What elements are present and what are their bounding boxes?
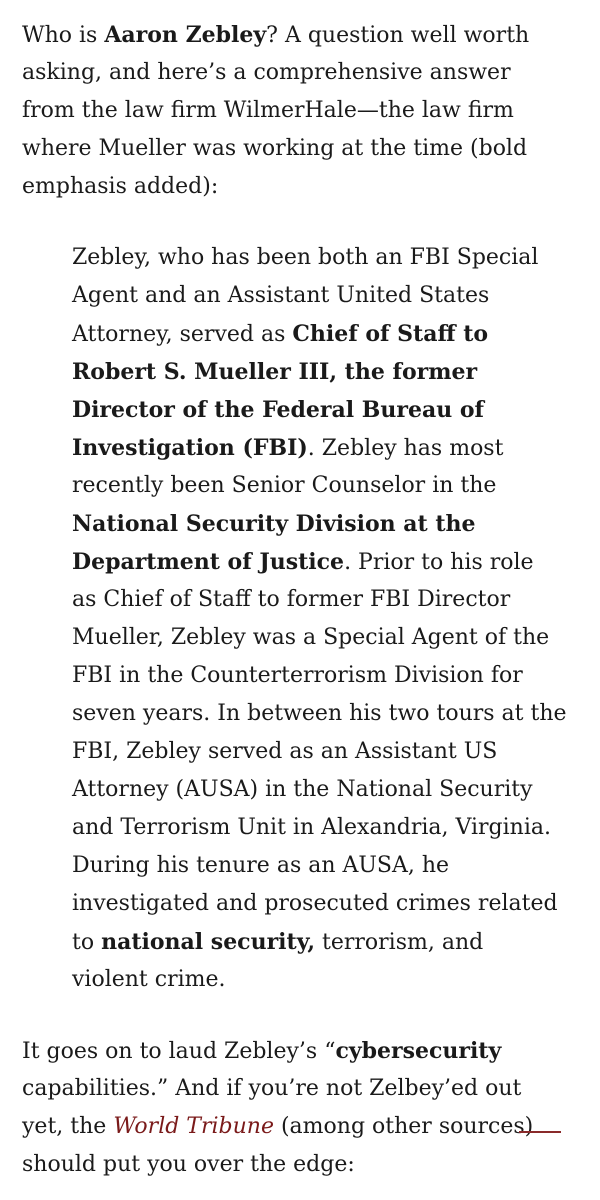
text: to <box>72 930 102 955</box>
text: (among other sources) <box>273 1114 534 1139</box>
bold-text: Robert S. Mueller III, the former <box>72 359 478 385</box>
text-line <box>72 505 567 543</box>
text: ? A question well worth <box>266 23 530 48</box>
text-line <box>72 695 567 733</box>
text-line <box>22 130 529 168</box>
text-line <box>72 619 567 657</box>
text: and Terrorism Unit in Alexandria, Virginia. <box>72 815 551 840</box>
text-line <box>72 657 567 695</box>
text: violent crime. <box>72 967 226 992</box>
text: from the law firm WilmerHale—the law firm <box>22 98 514 123</box>
text-line <box>72 315 567 353</box>
text-line <box>22 54 529 92</box>
bold-text: Aaron Zebley <box>104 22 267 48</box>
text: Who is <box>22 23 105 48</box>
text-line <box>72 809 567 847</box>
text-line <box>72 733 567 771</box>
bold-text: Chief of Staff to <box>292 321 489 347</box>
bold-text: cybersecurity <box>335 1038 502 1064</box>
text: yet, the <box>22 1114 114 1139</box>
text-line <box>72 847 567 885</box>
bold-text: National Security Division at the <box>72 511 476 537</box>
text-line <box>22 16 529 54</box>
text: It goes on to laud Zebley’s “ <box>22 1039 336 1064</box>
text-line <box>72 771 567 809</box>
link-underline[interactable] <box>519 1131 561 1133</box>
text: asking, and here’s a comprehensive answer <box>22 60 511 85</box>
text: FBI in the Counterterrorism Division for <box>72 663 523 688</box>
bold-text: Director of the Federal Bureau of <box>72 397 484 423</box>
text-line <box>22 92 529 130</box>
text-line: capabilities.” And if you’re not Zelbey’ed out <box>22 1076 522 1101</box>
text-line: should put you over the edge: <box>22 1152 355 1177</box>
text-line <box>72 543 567 581</box>
outro-paragraph <box>22 1032 561 1184</box>
text: Attorney (AUSA) in the National Security <box>72 777 533 802</box>
text: recently been Senior Counselor in the <box>72 473 497 498</box>
text: seven years. In between his two tours at the <box>72 701 567 726</box>
intro-paragraph <box>22 16 529 206</box>
text-line <box>72 277 567 315</box>
text-line <box>72 581 567 619</box>
text: emphasis added): <box>22 174 219 199</box>
text: . Zebley has most <box>307 436 504 461</box>
text-line <box>72 923 567 961</box>
bold-text: Department of Justice <box>72 549 345 575</box>
text-line <box>22 168 529 206</box>
text-line <box>22 1032 561 1070</box>
blockquote <box>72 239 567 999</box>
text-line <box>72 429 567 467</box>
text: Attorney, served as <box>72 322 293 347</box>
bold-text: national security, <box>101 929 316 955</box>
text: During his tenure as an AUSA, he <box>72 853 450 878</box>
text-line <box>22 1108 561 1146</box>
text-line <box>72 467 567 505</box>
world-tribune-link[interactable]: World Tribune <box>113 1114 274 1139</box>
text: . Prior to his role <box>344 550 534 575</box>
text-line <box>72 391 567 429</box>
text: Zebley, who has been both an FBI Special <box>72 245 539 270</box>
text-line <box>72 239 567 277</box>
text: where Mueller was working at the time (bold <box>22 136 528 161</box>
text: investigated and prosecuted crimes related <box>72 891 558 916</box>
text-line <box>72 353 567 391</box>
text-line <box>72 885 567 923</box>
text: terrorism, and <box>315 930 484 955</box>
text-line <box>72 961 567 999</box>
text: as Chief of Staff to former FBI Director <box>72 587 511 612</box>
text: Agent and an Assistant United States <box>72 283 490 308</box>
text: Mueller, Zebley was a Special Agent of the <box>72 625 550 650</box>
text: FBI, Zebley served as an Assistant US <box>72 739 498 764</box>
bold-text: Investigation (FBI) <box>72 435 308 461</box>
